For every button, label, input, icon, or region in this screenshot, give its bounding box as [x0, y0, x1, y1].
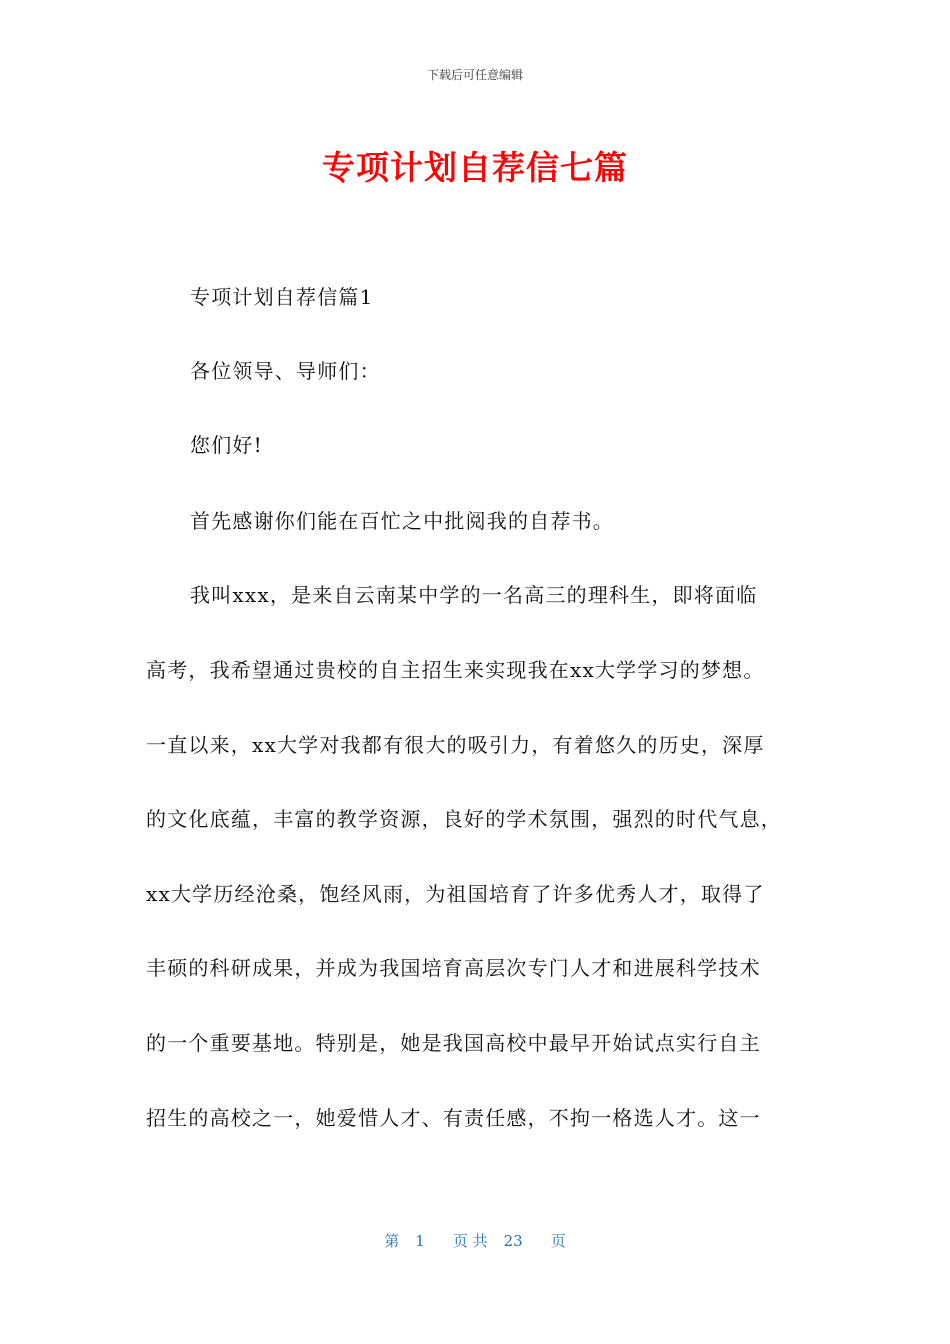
paragraph-line: 的文化底蕴，丰富的教学资源，良好的学术氛围，强烈的时代气息，	[146, 807, 782, 831]
paragraph-line: 高考，我希望通过贵校的自主招生来实现我在xx大学学习的梦想。	[146, 658, 765, 682]
section-heading: 专项计划自荐信篇1	[190, 285, 374, 309]
paragraph-line: 一直以来，xx大学对我都有很大的吸引力，有着悠久的历史，深厚	[146, 733, 765, 757]
paragraph-line: 的一个重要基地。特别是，她是我国高校中最早开始试点实行自主	[146, 1031, 761, 1055]
greeting: 您们好!	[190, 433, 263, 457]
current-page-number: 1	[415, 1232, 425, 1250]
page-footer	[0, 1230, 950, 1251]
paragraph-line: 首先感谢你们能在百忙之中批阅我的自荐书。	[190, 509, 614, 533]
paragraph-line: xx大学历经沧桑，饱经风雨，为祖国培育了许多优秀人才，取得了	[146, 882, 765, 906]
document-title: 专项计划自荐信七篇	[322, 148, 628, 187]
salutation: 各位领导、导师们：	[190, 359, 381, 383]
paragraph-line: 我叫xxx，是来自云南某中学的一名高三的理科生，即将面临	[190, 583, 758, 607]
total-pages-number: 23	[503, 1232, 523, 1250]
header-note: 下载后可任意编辑	[426, 68, 523, 82]
footer-prefix: 第	[384, 1232, 400, 1250]
paragraph-line: 丰硕的科研成果，并成为我国培育高层次专门人才和进展科学技术	[146, 956, 761, 980]
paragraph-line: 招生的高校之一，她爱惜人才、有责任感，不拘一格选人才。这一	[146, 1106, 761, 1130]
footer-middle: 页 共	[452, 1232, 488, 1250]
footer-suffix: 页	[550, 1232, 566, 1250]
